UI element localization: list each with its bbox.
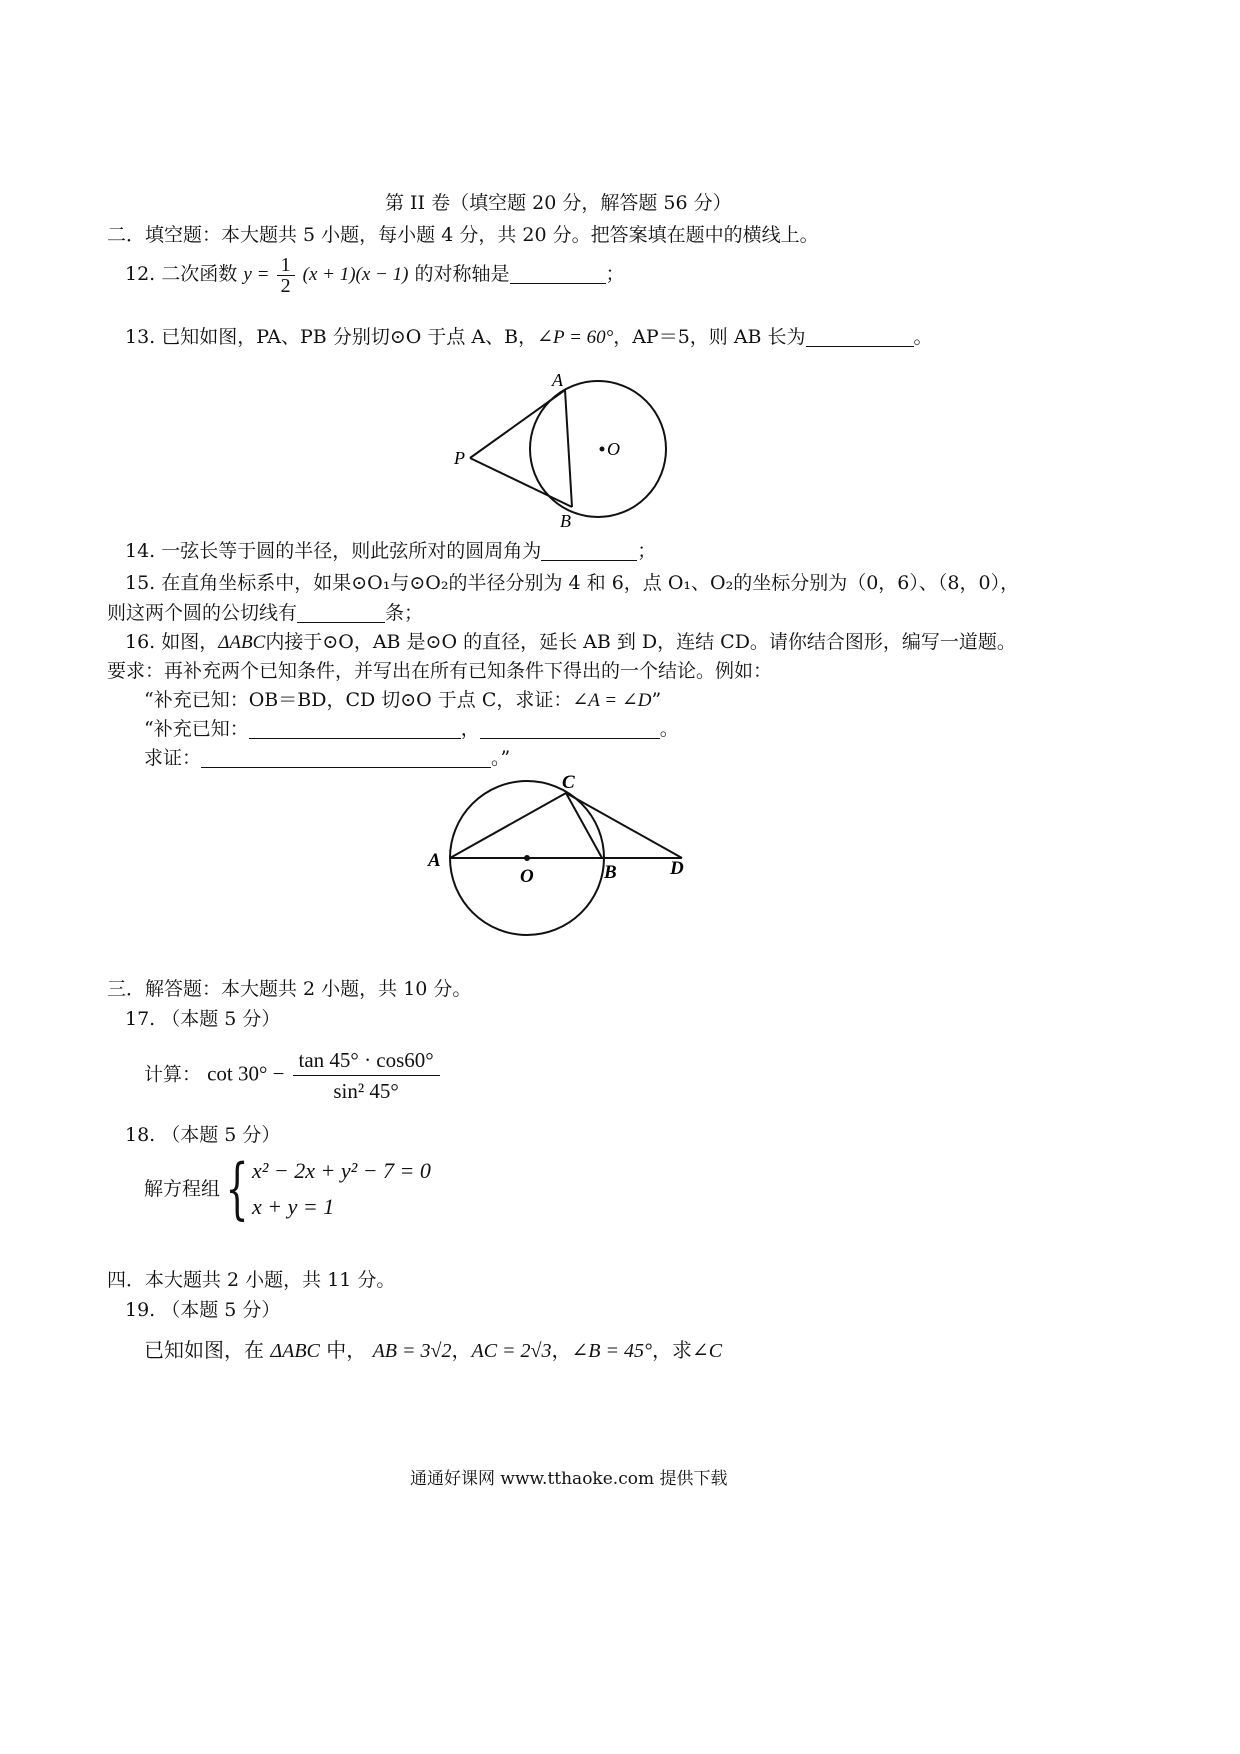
q13-number: 13. bbox=[125, 326, 156, 348]
q17-fraction bbox=[293, 1045, 440, 1106]
q19-text-a: 已知如图，在 bbox=[144, 1338, 264, 1362]
q16-label-b: B bbox=[604, 862, 617, 883]
q16-prove-end: 。” bbox=[491, 747, 511, 769]
q13-center-dot bbox=[600, 447, 605, 452]
q13-answer-blank[interactable] bbox=[806, 328, 914, 347]
q16-example-math: ∠A = ∠D bbox=[572, 690, 652, 711]
q17-label: 17. （本题 5 分） bbox=[125, 1008, 281, 1030]
q14-number: 14. bbox=[125, 540, 156, 562]
q16-example bbox=[144, 687, 661, 714]
q16-label-a: A bbox=[428, 850, 441, 871]
q18-label: 18. （本题 5 分） bbox=[125, 1124, 281, 1146]
q19-label: 19. （本题 5 分） bbox=[125, 1299, 281, 1321]
q17-numerator: tan 45° · cos60° bbox=[293, 1045, 440, 1076]
q18-prefix: 解方程组 bbox=[144, 1178, 221, 1200]
question-13 bbox=[125, 324, 933, 351]
q15-line1: 在直角坐标系中，如果⊙O₁与⊙O₂的半径分别为 4 和 6，点 O₁、O₂的坐标分别为（0，6）、（8，0）， bbox=[161, 572, 1020, 594]
q16-center-dot bbox=[524, 855, 530, 861]
question-15-line1 bbox=[125, 570, 1019, 596]
q12-prefix: 二次函数 bbox=[161, 263, 238, 285]
q12-suffix: 的对称轴是 bbox=[414, 263, 510, 285]
q16-number: 16. bbox=[125, 631, 156, 653]
question-14 bbox=[125, 538, 656, 564]
q16-segment-ac bbox=[450, 793, 566, 858]
q16-condition-2-blank[interactable] bbox=[480, 720, 660, 739]
q12-fraction bbox=[277, 255, 295, 296]
q16-example-a: “补充已知：OB＝BD，CD 切⊙O 于点 C，求证： bbox=[144, 689, 573, 711]
q16-fill-a: “补充已知： bbox=[144, 718, 249, 740]
q19-ask: ∠C bbox=[692, 1340, 723, 1362]
q13-text-b: ，AP＝5，则 AB 长为 bbox=[613, 326, 806, 348]
section-3-heading: 三．解答题：本大题共 2 小题，共 10 分。 bbox=[107, 978, 472, 1000]
q12-number: 12. bbox=[125, 263, 156, 285]
q16-line1-b: 内接于⊙O，AB 是⊙O 的直径，延长 AB 到 D，连结 CD。请你结合图形，编写一道题。 bbox=[265, 631, 1016, 653]
q12-answer-blank[interactable] bbox=[510, 265, 606, 284]
q16-triangle: ΔABC bbox=[218, 632, 266, 653]
question-16-line1 bbox=[125, 629, 1016, 656]
section-4-heading: 四．本大题共 2 小题，共 11 分。 bbox=[107, 1269, 396, 1291]
q12-end: ； bbox=[605, 263, 625, 285]
q19-condition-ac: AC = 2√3 bbox=[471, 1340, 552, 1362]
q16-fill-conditions bbox=[144, 716, 679, 742]
exam-part-header: 第 II 卷（填空题 20 分，解答题 56 分） bbox=[385, 192, 732, 214]
q19-sep-1: ， bbox=[451, 1338, 472, 1362]
q16-figure bbox=[420, 770, 700, 945]
q13-tangent-pa bbox=[470, 390, 565, 458]
q16-prove-a: 求证： bbox=[144, 747, 202, 769]
q16-example-b: ” bbox=[651, 689, 662, 711]
q13-angle: ∠P = 60° bbox=[537, 327, 614, 348]
q13-chord-ab bbox=[565, 390, 572, 507]
q15-line2-b: 条； bbox=[385, 602, 424, 624]
q13-tangent-pb bbox=[470, 458, 572, 507]
q19-text-b: 中， bbox=[326, 1338, 367, 1362]
q19-condition-angle-b: ∠B = 45° bbox=[571, 1340, 652, 1362]
q12-y: y bbox=[243, 264, 252, 285]
q14-end: ； bbox=[637, 540, 657, 562]
q13-figure bbox=[440, 370, 680, 535]
q16-prove bbox=[144, 745, 510, 771]
q13-label-b: B bbox=[560, 511, 571, 531]
q18-equation-1: x² − 2x + y² − 7 = 0 bbox=[252, 1158, 431, 1183]
q16-condition-1-blank[interactable] bbox=[249, 720, 461, 739]
q18-equation-2: x + y = 1 bbox=[252, 1194, 335, 1219]
q15-answer-blank[interactable] bbox=[297, 604, 385, 623]
q12-eq: = bbox=[257, 264, 269, 285]
q19-sep-2: ， bbox=[551, 1338, 572, 1362]
page-footer: 通通好课网 www.tthaoke.com 提供下载 bbox=[410, 1469, 728, 1489]
q14-text: 一弦长等于圆的半径，则此弦所对的圆周角为 bbox=[161, 540, 542, 562]
q16-label-d: D bbox=[670, 858, 684, 879]
q16-fill-comma: ， bbox=[460, 718, 480, 740]
question-19 bbox=[144, 1337, 722, 1364]
q16-fill-end: 。 bbox=[659, 718, 679, 740]
q14-answer-blank[interactable] bbox=[541, 542, 637, 561]
question-18 bbox=[144, 1150, 431, 1227]
q17-prefix: 计算： bbox=[144, 1063, 202, 1086]
q13-label-o: O bbox=[607, 439, 620, 459]
q12-frac-den: 2 bbox=[280, 274, 291, 297]
q16-line1-a: 如图， bbox=[161, 631, 219, 653]
q19-triangle: ΔABC bbox=[270, 1340, 320, 1362]
question-12 bbox=[125, 254, 625, 296]
q17-denominator: sin² 45° bbox=[333, 1079, 399, 1103]
q19-condition-ab: AB = 3√2 bbox=[372, 1340, 452, 1362]
q12-expression: (x + 1)(x − 1) bbox=[302, 264, 409, 285]
section-2-heading: 二．填空题：本大题共 5 小题，每小题 4 分，共 20 分。把答案填在题中的横线上。 bbox=[107, 224, 819, 246]
q16-requirement: 要求：再补充两个已知条件，并写出在所有已知条件下得出的一个结论。例如： bbox=[107, 660, 773, 682]
q13-label-p: P bbox=[454, 448, 465, 468]
question-17 bbox=[144, 1045, 442, 1106]
q16-conclusion-blank[interactable] bbox=[201, 749, 491, 768]
q13-label-a: A bbox=[552, 370, 563, 390]
q12-frac-num: 1 bbox=[277, 255, 295, 276]
q15-number: 15. bbox=[125, 572, 156, 594]
question-15-line2 bbox=[107, 600, 423, 626]
q13-text-a: 已知如图，PA、PB 分别切⊙O 于点 A、B， bbox=[161, 326, 538, 348]
q17-lead: cot 30° − bbox=[207, 1061, 285, 1086]
q18-system bbox=[252, 1153, 431, 1225]
q18-brace: { bbox=[225, 1150, 249, 1227]
q16-label-o: O bbox=[520, 866, 534, 887]
q16-label-c: C bbox=[562, 772, 575, 793]
q19-text-c: ，求 bbox=[652, 1338, 692, 1362]
q15-line2-a: 则这两个圆的公切线有 bbox=[107, 602, 298, 624]
q13-end: 。 bbox=[913, 326, 933, 348]
